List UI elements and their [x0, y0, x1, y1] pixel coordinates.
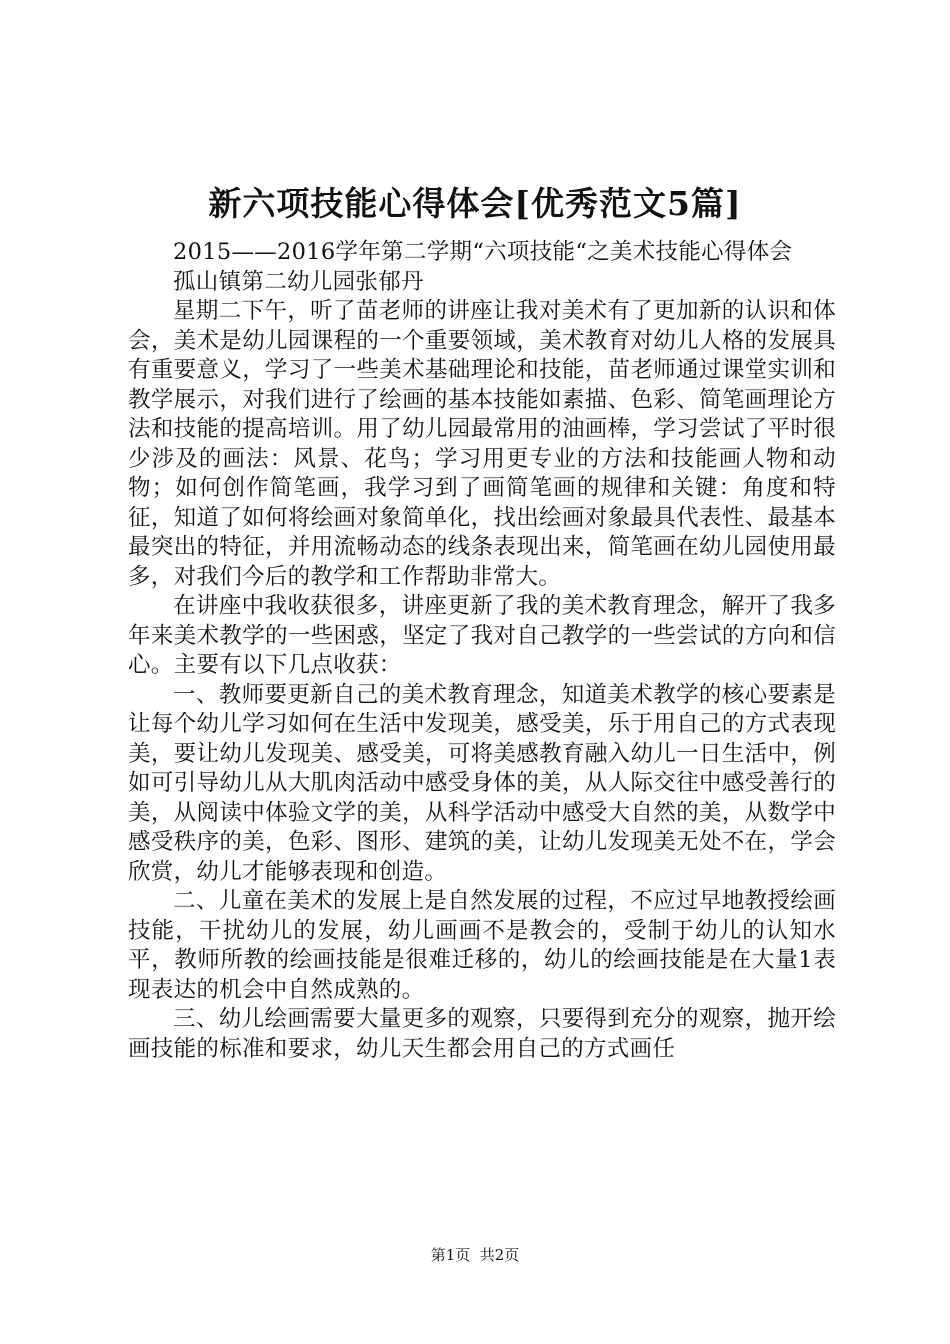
body-paragraph: 星期二下午，听了苗老师的讲座让我对美术有了更加新的认识和体会，美术是幼儿园课程的一个重要领域，美术教育对幼儿人格的发展具有重要意义，学习了一些美术基础理论和技能，苗老师通过课堂实训和教学展示，对我们进行了绘画的基本技能如素描、色彩、简笔画理论方法和技能的提高培训。用了幼儿园最常用的油画棒，学习尝试了平时很少涉及的画法：风景、花鸟；学习用更专业的方法和技能画人物和动物；如何创作简笔画，我学习到了画简笔画的规律和关键：角度和特征，知道了如何将绘画对象简单化，找出绘画对象最具代表性、最基本最突出的特征，并用流畅动态的线条表现出来，简笔画在幼儿园使用最多，对我们今后的教学和工作帮助非常大。 — [128, 298, 836, 590]
body-paragraph: 在讲座中我收获很多，讲座更新了我的美术教育理念，解开了我多年来美术教学的一些困惑，坚定了我对自己教学的一些尝试的方向和信心。主要有以下几点收获： — [128, 593, 836, 678]
document-title: 新六项技能心得体会[优秀范文5篇] — [208, 184, 742, 223]
document-body — [128, 238, 836, 1064]
subtitle-paragraph: 2015——2016学年第二学期“六项技能“之美术技能心得体会 — [173, 239, 793, 265]
author-line: 孤山镇第二幼儿园张郁丹 — [173, 268, 424, 295]
page-number-footer: 第1页 共2页 — [430, 1246, 520, 1264]
body-paragraph: 三、幼儿绘画需要大量更多的观察，只要得到充分的观察，抛开绘画技能的标准和要求，幼儿天生都会用自己的方式画任 — [128, 1006, 836, 1062]
body-paragraph: 二、儿童在美术的发展上是自然发展的过程，不应过早地教授绘画技能，干扰幼儿的发展，幼儿画画不是教会的，受制于幼儿的认知水平，教师所教的绘画技能是很难迁移的，幼儿的绘画技能是在大量1表现表达的机会中自然成熟的。 — [128, 888, 836, 1003]
body-paragraph: 一、教师要更新自己的美术教育理念，知道美术教学的核心要素是让每个幼儿学习如何在生活中发现美，感受美，乐于用自己的方式表现美，要让幼儿发现美、感受美，可将美感教育融入幼儿一日生活中，例如可引导幼儿从大肌肉活动中感受身体的美，从人际交往中感受善行的美，从阅读中体验文学的美，从科学活动中感受大自然的美，从数学中感受秩序的美，色彩、图形、建筑的美，让幼儿发现美无处不在，学会欣赏，幼儿才能够表现和创造。 — [128, 681, 836, 885]
